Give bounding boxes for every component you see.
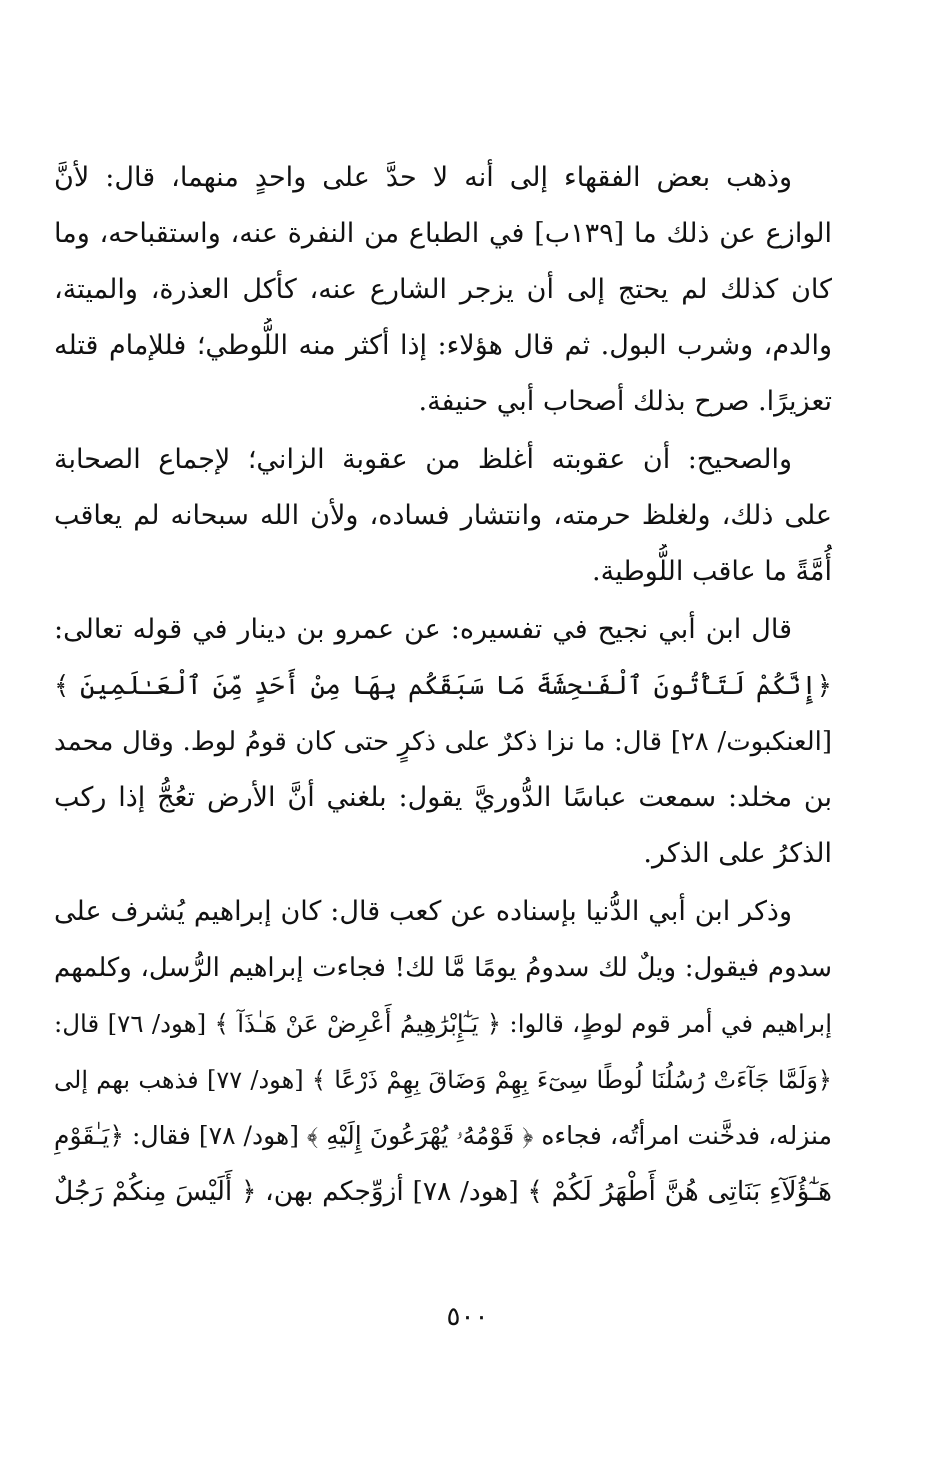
text-line: إبراهيم في أمر قوم لوطٍ، قالوا: ﴿ يَـٰٓإِبْرَٰهِيمُ أَعْرِضْ عَنْ هَـٰذَآ ﴾ [هود/ ٧٦] قال:: [54, 1009, 832, 1038]
text-line: منزله، فدخَّنت امرأتُه، فجاءه ﴿ قَوْمُهُۥ يُهْرَعُونَ إِلَيْهِ ﴾ [هود/ ٧٨] فقال: ﴿يَـٰقَوْمِ: [54, 1121, 832, 1150]
text-line: والصحيح: أن عقوبته أغلظ من عقوبة الزاني؛ لإجماع الصحابة: [54, 444, 792, 475]
text-line: تعزيرًا. صرح بذلك أصحاب أبي حنيفة.: [418, 386, 832, 417]
text-line: هَـٰٓؤُلَآءِ بَنَاتِى هُنَّ أَطْهَرُ لَكُمْ ﴾ [هود/ ٧٨] أزوِّجكم بهن، ﴿ أَلَيْسَ مِنكُمْ رَجُلٌ: [54, 1176, 832, 1207]
paragraph-4: [54, 884, 832, 1220]
text-line: أُمَّةً ما عاقب اللُّوطية.: [592, 556, 832, 587]
text-line: قال ابن أبي نجيح في تفسيره: عن عمرو بن دينار في قوله تعالى:: [54, 614, 792, 645]
text-line: وذهب بعض الفقهاء إلى أنه لا حدَّ على واحدٍ منهما، قال: لأنَّ: [54, 162, 792, 193]
paragraph-2: [54, 432, 832, 600]
text-line: [العنكبوت/ ٢٨] قال: ما نزا ذكرٌ على ذكرٍ حتى كان قومُ لوط. وقال محمد: [54, 727, 832, 757]
text-line: ﴿وَلَمَّا جَآءَتْ رُسُلُنَا لُوطًا سِىٓءَ بِهِمْ وَضَاقَ بِهِمْ ذَرْعًا ﴾ [هود/ ٧٧] فذهب بهم إلى: [54, 1066, 832, 1094]
text-line: وذكر ابن أبي الدُّنيا بإسناده عن كعب قال: كان إبراهيم يُشرف على: [54, 896, 792, 927]
text-line: كان كذلك لم يحتج إلى أن يزجر الشارع عنه، كأكل العذرة، والميتة،: [54, 274, 832, 305]
text-line: والدم، وشرب البول. ثم قال هؤلاء: إذا أكثر منه اللُّوطي؛ فللإمام قتله: [54, 330, 832, 361]
text-line: سدوم فيقول: ويلٌ لك سدومُ يومًا مَّا لك! فجاءت إبراهيم الرُّسل، وكلمهم: [54, 953, 832, 983]
paragraph-3: [54, 602, 832, 882]
text-line: الذكرُ على الذكر.: [643, 838, 832, 869]
text-line: على ذلك، ولغلظ حرمته، وانتشار فساده، ولأن الله سبحانه لم يعاقب: [54, 500, 832, 531]
page-number: ٥٠٠: [446, 1302, 489, 1332]
paragraph-1: [54, 150, 832, 430]
page-text: [54, 150, 832, 1220]
quran-verse-line: ﴿إِنَّكُمْ لَتَأْتُونَ ٱلْفَـٰحِشَةَ مَا سَبَقَكُم بِهَا مِنْ أَحَدٍ مِّنَ ٱلْعَـٰلَمِينَ ﴾: [54, 671, 832, 701]
text-line: الوازع عن ذلك ما [١٣٩ب] في الطباع من النفرة عنه، واستقباحه، وما: [54, 218, 832, 249]
text-line: بن مخلد: سمعت عباسًا الدُّوريَّ يقول: بلغني أنَّ الأرض تعُجُّ إذا ركب: [54, 782, 832, 813]
